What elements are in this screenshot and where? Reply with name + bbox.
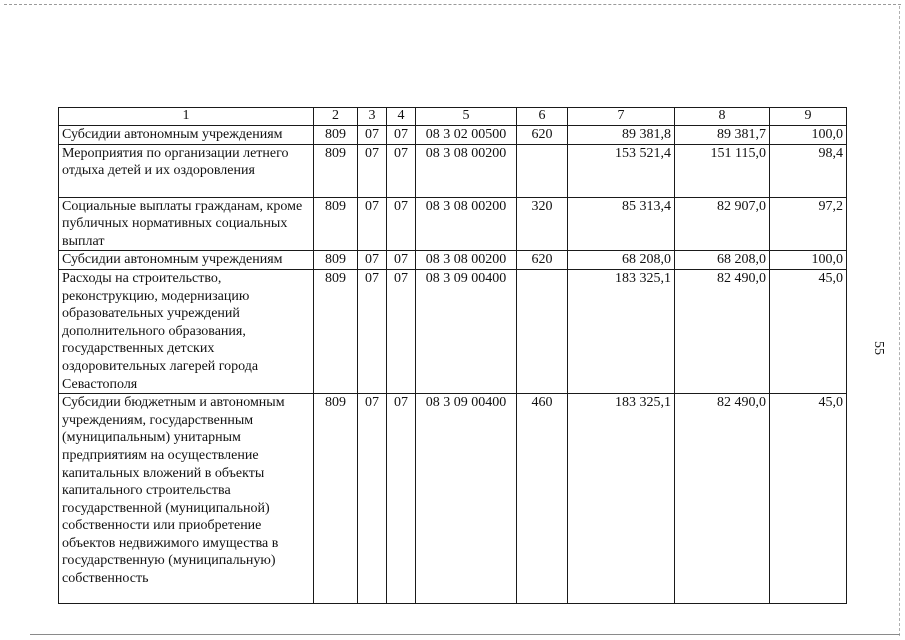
code-cell: 809: [314, 251, 358, 270]
code-cell: 620: [517, 251, 568, 270]
code-cell: 08 3 08 00200: [416, 251, 517, 270]
code-cell: 809: [314, 394, 358, 604]
scan-edge-top: [4, 4, 901, 5]
code-cell: 07: [387, 144, 416, 197]
code-cell: [517, 144, 568, 197]
code-cell: 809: [314, 126, 358, 145]
code-cell: 620: [517, 126, 568, 145]
column-header: 4: [387, 108, 416, 126]
code-cell: 08 3 09 00400: [416, 394, 517, 604]
table-row: [59, 251, 847, 270]
table-header-row: [59, 108, 847, 126]
scan-edge-bottom: [30, 634, 900, 635]
column-header: 9: [770, 108, 847, 126]
code-cell: 07: [387, 126, 416, 145]
amount-cell: 82 490,0: [675, 269, 770, 393]
amount-cell: 153 521,4: [568, 144, 675, 197]
amount-cell: 183 325,1: [568, 269, 675, 393]
row-name-cell: Субсидии автономным учреждениям: [59, 251, 314, 270]
column-header: 1: [59, 108, 314, 126]
column-header: 8: [675, 108, 770, 126]
code-cell: 07: [387, 269, 416, 393]
amount-cell: 85 313,4: [568, 197, 675, 251]
amount-cell: 89 381,7: [675, 126, 770, 145]
percent-cell: 100,0: [770, 251, 847, 270]
code-cell: 07: [358, 126, 387, 145]
table-row: [59, 394, 847, 604]
code-cell: 08 3 08 00200: [416, 144, 517, 197]
code-cell: 07: [358, 197, 387, 251]
amount-cell: 82 490,0: [675, 394, 770, 604]
code-cell: 07: [387, 394, 416, 604]
amount-cell: 68 208,0: [675, 251, 770, 270]
column-header: 7: [568, 108, 675, 126]
code-cell: 08 3 09 00400: [416, 269, 517, 393]
code-cell: 07: [358, 144, 387, 197]
code-cell: 07: [358, 394, 387, 604]
table-row: [59, 197, 847, 251]
page-number: 55: [871, 341, 886, 355]
code-cell: 07: [387, 197, 416, 251]
code-cell: 809: [314, 144, 358, 197]
percent-cell: 98,4: [770, 144, 847, 197]
code-cell: 809: [314, 197, 358, 251]
column-header: 5: [416, 108, 517, 126]
code-cell: 460: [517, 394, 568, 604]
amount-cell: 89 381,8: [568, 126, 675, 145]
column-header: 3: [358, 108, 387, 126]
code-cell: 07: [358, 251, 387, 270]
row-name-cell: Субсидии бюджетным и автономным учреждениям, государственным (муниципальным) унитарным предприятиям на осуществление капитальных вложений в объекты капитального строительства государственной (муниципальной) собственности или приобретение объектов недвижимого имущества в государственную (муниципальную) собственность: [59, 394, 314, 604]
column-header: 6: [517, 108, 568, 126]
percent-cell: 45,0: [770, 269, 847, 393]
table-row: [59, 144, 847, 197]
code-cell: 07: [387, 251, 416, 270]
amount-cell: 82 907,0: [675, 197, 770, 251]
row-name-cell: Расходы на строительство, реконструкцию, модернизацию образовательных учреждений дополнительного образования, государственных детских оздоровительных лагерей города Севастополя: [59, 269, 314, 393]
code-cell: 07: [358, 269, 387, 393]
amount-cell: 68 208,0: [568, 251, 675, 270]
table-row: [59, 126, 847, 145]
code-cell: 809: [314, 269, 358, 393]
row-name-cell: Социальные выплаты гражданам, кроме публичных нормативных социальных выплат: [59, 197, 314, 251]
code-cell: [517, 269, 568, 393]
percent-cell: 45,0: [770, 394, 847, 604]
percent-cell: 97,2: [770, 197, 847, 251]
code-cell: 320: [517, 197, 568, 251]
code-cell: 08 3 08 00200: [416, 197, 517, 251]
amount-cell: 151 115,0: [675, 144, 770, 197]
row-name-cell: Субсидии автономным учреждениям: [59, 126, 314, 145]
code-cell: 08 3 02 00500: [416, 126, 517, 145]
budget-table: [58, 107, 847, 604]
percent-cell: 100,0: [770, 126, 847, 145]
row-name-cell: Мероприятия по организации летнего отдыха детей и их оздоровления: [59, 144, 314, 197]
table-row: [59, 269, 847, 393]
scan-edge-right: [899, 6, 900, 636]
column-header: 2: [314, 108, 358, 126]
amount-cell: 183 325,1: [568, 394, 675, 604]
